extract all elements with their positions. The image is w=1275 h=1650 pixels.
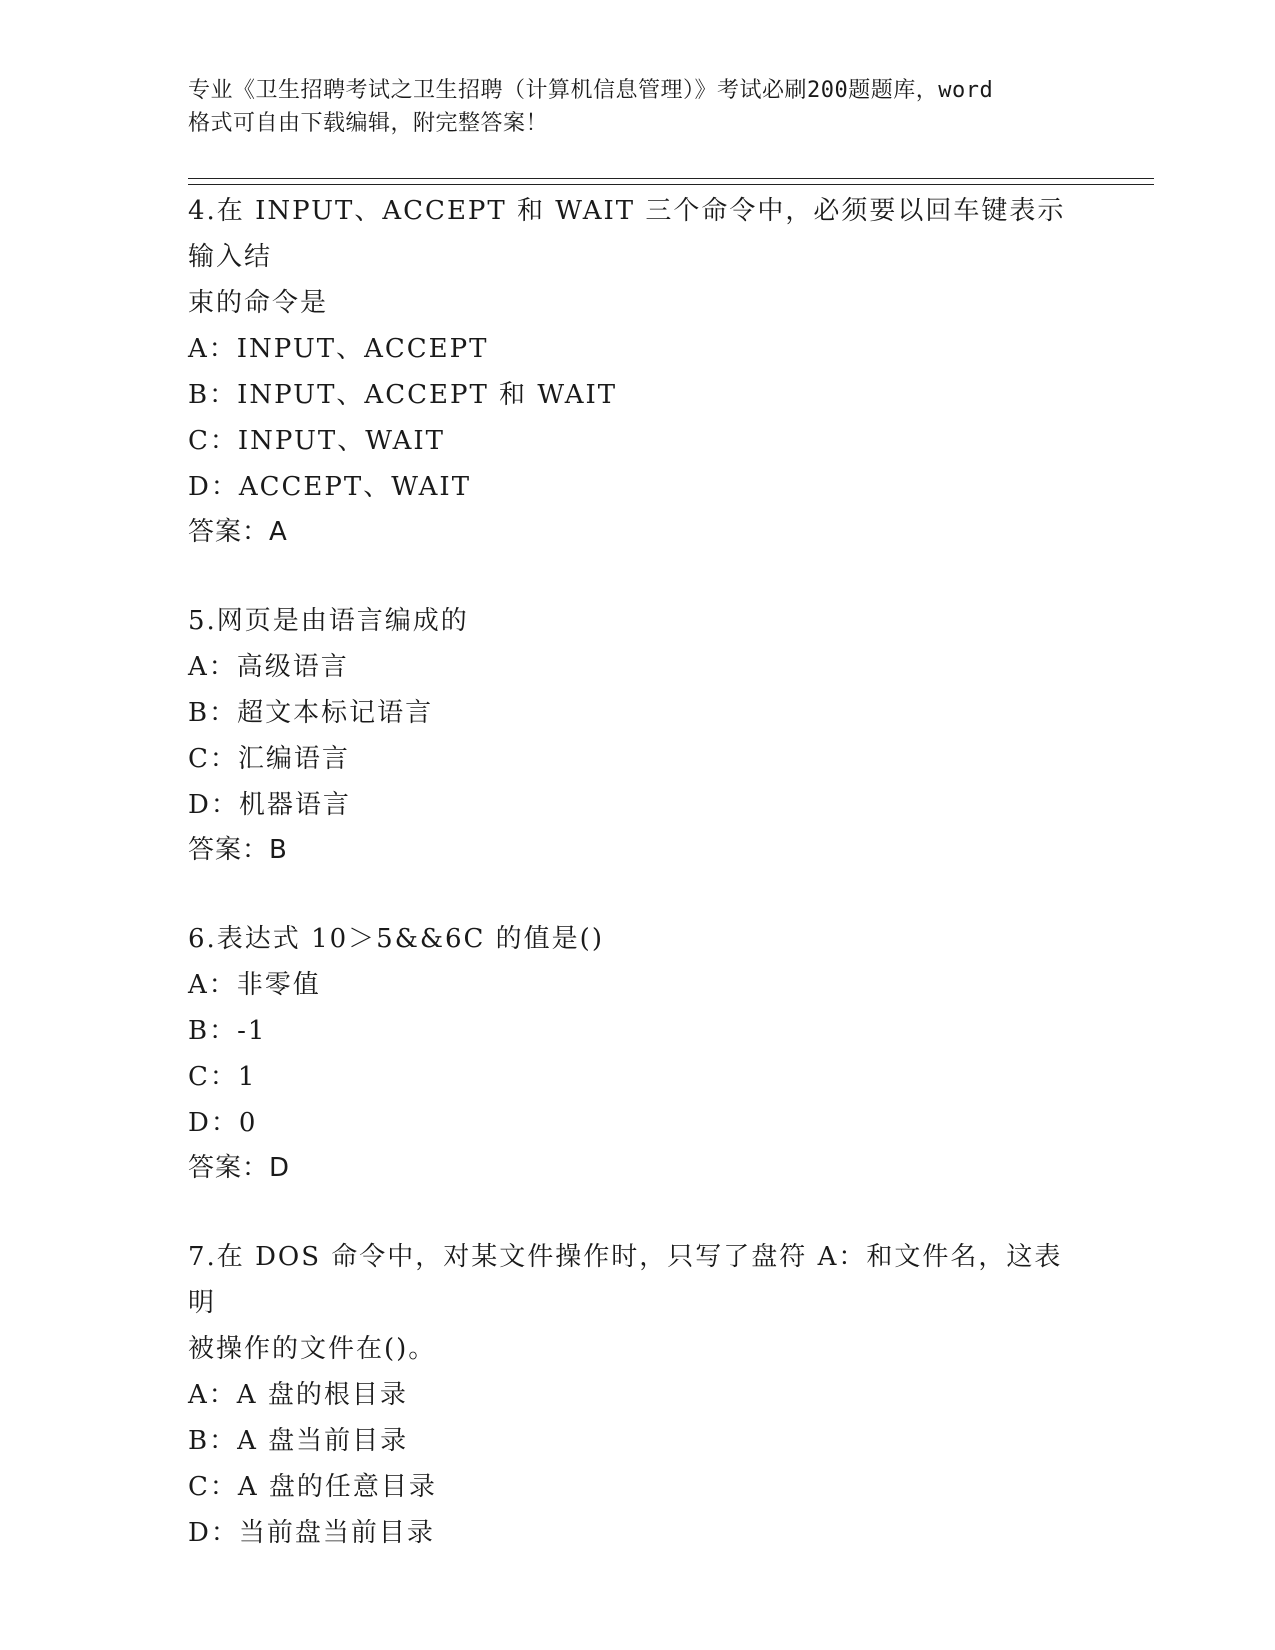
question-stem-continued: 束的命令是 xyxy=(188,288,329,318)
option-d: D：0 xyxy=(188,1108,258,1138)
option-a: A：非零值 xyxy=(188,970,321,1000)
option-c: C：INPUT、WAIT xyxy=(188,426,446,456)
question-list xyxy=(188,188,1088,1600)
option-c: C：A 盘的任意目录 xyxy=(188,1472,437,1502)
header-intro-line-1: 专业《卫生招聘考试之卫生招聘（计算机信息管理）》考试必刷200题题库，word xyxy=(188,78,994,103)
question-4 xyxy=(188,188,1088,554)
question-stem: 6.表达式 10＞5&&6C 的值是() xyxy=(188,924,604,954)
option-b: B：INPUT、ACCEPT 和 WAIT xyxy=(188,380,618,410)
question-7 xyxy=(188,1234,1088,1556)
option-c: C：1 xyxy=(188,1062,257,1092)
option-b: B：超文本标记语言 xyxy=(188,698,434,728)
option-a: A：INPUT、ACCEPT xyxy=(188,334,489,364)
option-a: A：A 盘的根目录 xyxy=(188,1380,408,1410)
header-intro-line-2: 格式可自由下载编辑，附完整答案！ xyxy=(188,111,549,136)
document-header xyxy=(188,74,1088,140)
header-divider xyxy=(188,178,1154,185)
option-d: D：机器语言 xyxy=(188,790,351,820)
option-a: A：高级语言 xyxy=(188,652,349,682)
question-stem: 5.网页是由语言编成的 xyxy=(188,606,469,636)
question-stem: 7.在 DOS 命令中，对某文件操作时，只写了盘符 A：和文件名，这表明 xyxy=(188,1242,1063,1318)
answer: 答案：B xyxy=(188,835,288,865)
option-c: C：汇编语言 xyxy=(188,744,350,774)
option-d: D：ACCEPT、WAIT xyxy=(188,472,472,502)
option-b: B：A 盘当前目录 xyxy=(188,1426,409,1456)
question-stem: 4.在 INPUT、ACCEPT 和 WAIT 三个命令中，必须要以回车键表示输入结 xyxy=(188,196,1066,272)
answer: 答案：A xyxy=(188,517,288,547)
question-6 xyxy=(188,916,1088,1190)
option-b: B：-1 xyxy=(188,1016,267,1046)
answer: 答案：D xyxy=(188,1153,291,1183)
question-5 xyxy=(188,598,1088,872)
option-d: D：当前盘当前目录 xyxy=(188,1518,435,1548)
question-stem-continued: 被操作的文件在()。 xyxy=(188,1334,437,1364)
